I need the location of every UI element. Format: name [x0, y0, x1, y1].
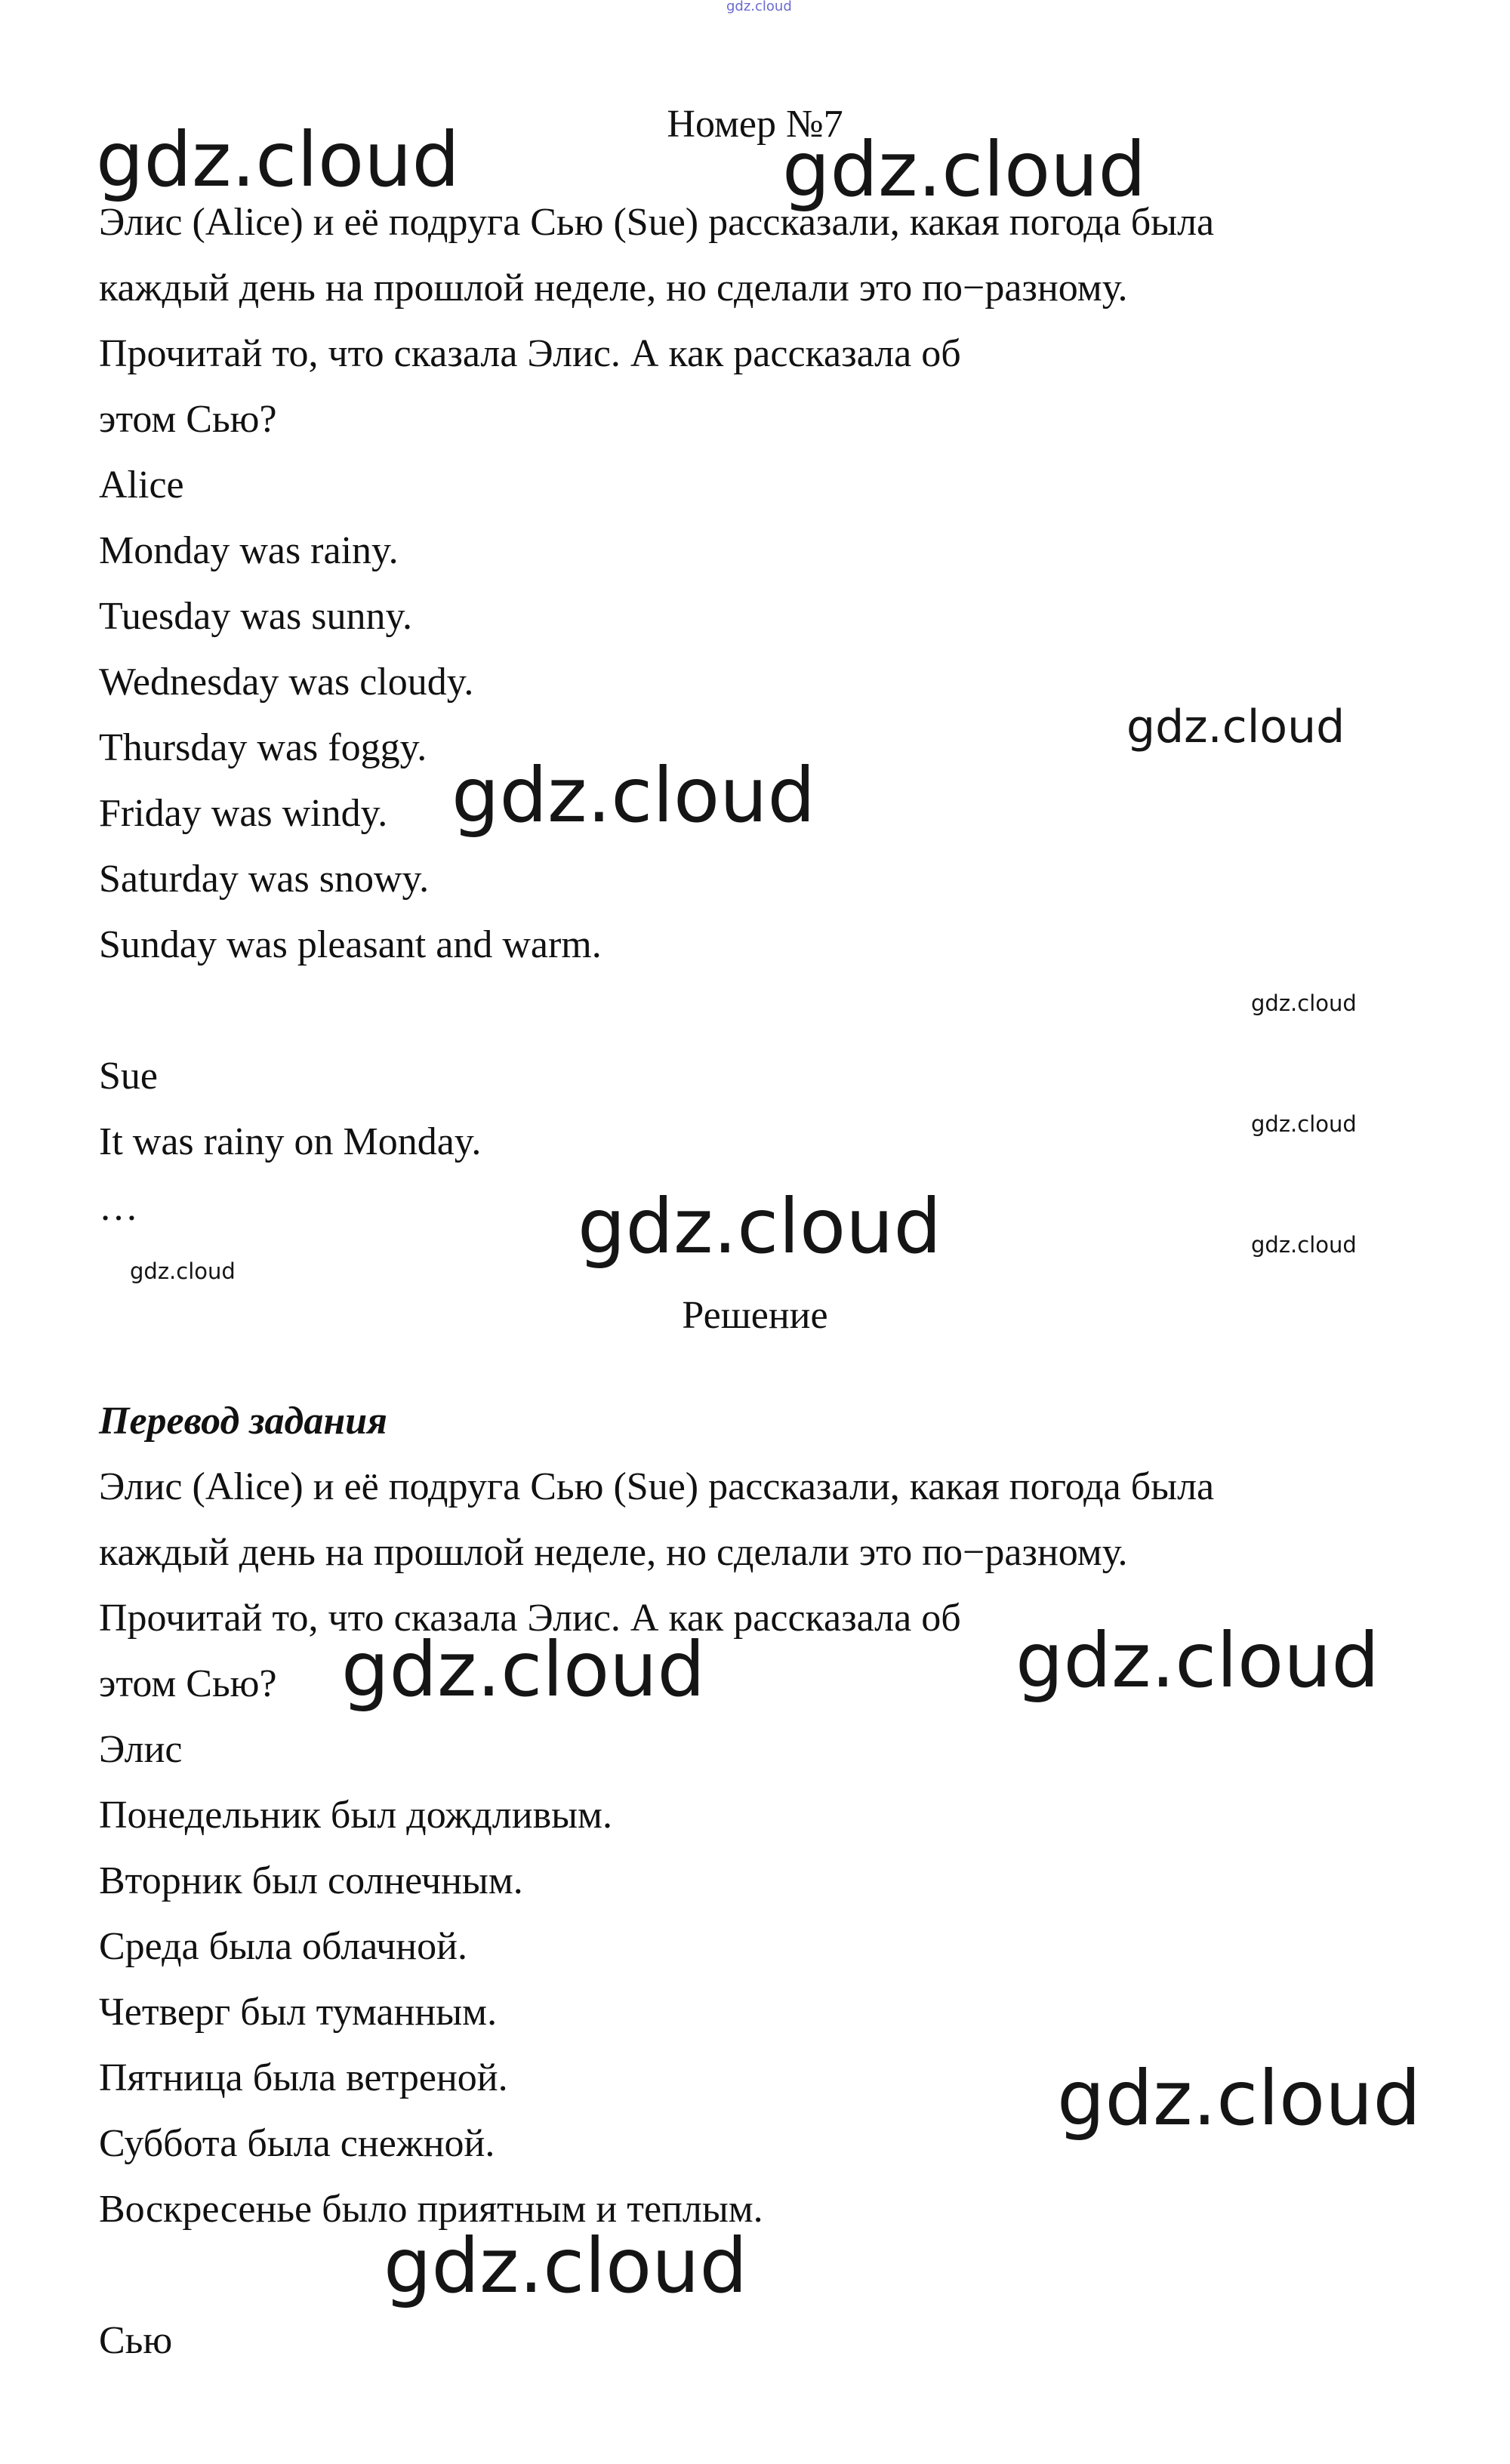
- translation-alice-line: Суббота была снежной.: [99, 2122, 495, 2165]
- translation-sue-name: Сью: [99, 2319, 173, 2362]
- watermark: gdz.cloud: [96, 116, 461, 204]
- sue-name: Sue: [99, 1055, 158, 1098]
- watermark: gdz.cloud: [726, 0, 792, 14]
- translation-alice-line: Четверг был туманным.: [99, 1991, 498, 2034]
- alice-line: Tuesday was sunny.: [99, 595, 413, 638]
- watermark: gdz.cloud: [130, 1258, 236, 1284]
- sue-line: …: [99, 1186, 138, 1229]
- alice-name: Alice: [99, 464, 184, 507]
- translation-alice-line: Пятница была ветреной.: [99, 2056, 508, 2099]
- alice-line: Monday was rainy.: [99, 529, 399, 572]
- solution-heading: Решение: [682, 1294, 828, 1337]
- task-intro-line: каждый день на прошлой неделе, но сделали это по−разному.: [99, 266, 1128, 310]
- watermark: gdz.cloud: [1251, 1111, 1357, 1137]
- page-title: Номер №7: [667, 103, 843, 146]
- translation-alice-line: Воскресенье было приятным и теплым.: [99, 2188, 763, 2231]
- watermark: gdz.cloud: [1251, 990, 1357, 1016]
- translation-title: Перевод задания: [99, 1400, 387, 1443]
- translation-alice-name: Элис: [99, 1728, 183, 1771]
- alice-line: Thursday was foggy.: [99, 726, 427, 769]
- translation-intro-line: Прочитай то, что сказала Элис. А как рассказала об: [99, 1597, 961, 1640]
- watermark: gdz.cloud: [1057, 2054, 1422, 2142]
- task-intro-line: этом Сью?: [99, 398, 277, 441]
- watermark: gdz.cloud: [341, 1625, 706, 1714]
- alice-line: Saturday was snowy.: [99, 858, 430, 901]
- watermark: gdz.cloud: [782, 125, 1147, 214]
- alice-line: Wednesday was cloudy.: [99, 661, 474, 704]
- watermark: gdz.cloud: [578, 1182, 942, 1270]
- watermark: gdz.cloud: [1126, 701, 1345, 753]
- watermark: gdz.cloud: [1251, 1232, 1357, 1258]
- watermark: gdz.cloud: [451, 751, 816, 839]
- translation-intro-line: каждый день на прошлой неделе, но сделали это по−разному.: [99, 1531, 1128, 1574]
- translation-intro-line: Элис (Alice) и её подруга Сью (Sue) рассказали, какая погода была: [99, 1465, 1215, 1508]
- watermark: gdz.cloud: [1015, 1616, 1380, 1705]
- alice-line: Sunday was pleasant and warm.: [99, 923, 602, 966]
- alice-line: Friday was windy.: [99, 792, 388, 835]
- sue-line: It was rainy on Monday.: [99, 1120, 482, 1163]
- translation-alice-line: Среда была облачной.: [99, 1925, 467, 1968]
- task-intro-line: Элис (Alice) и её подруга Сью (Sue) рассказали, какая погода была: [99, 201, 1215, 244]
- translation-alice-line: Вторник был солнечным.: [99, 1859, 523, 1902]
- translation-alice-line: Понедельник был дождливым.: [99, 1794, 612, 1837]
- watermark: gdz.cloud: [384, 2222, 748, 2310]
- translation-intro-line: этом Сью?: [99, 1662, 277, 1705]
- task-intro-line: Прочитай то, что сказала Элис. А как рассказала об: [99, 332, 961, 375]
